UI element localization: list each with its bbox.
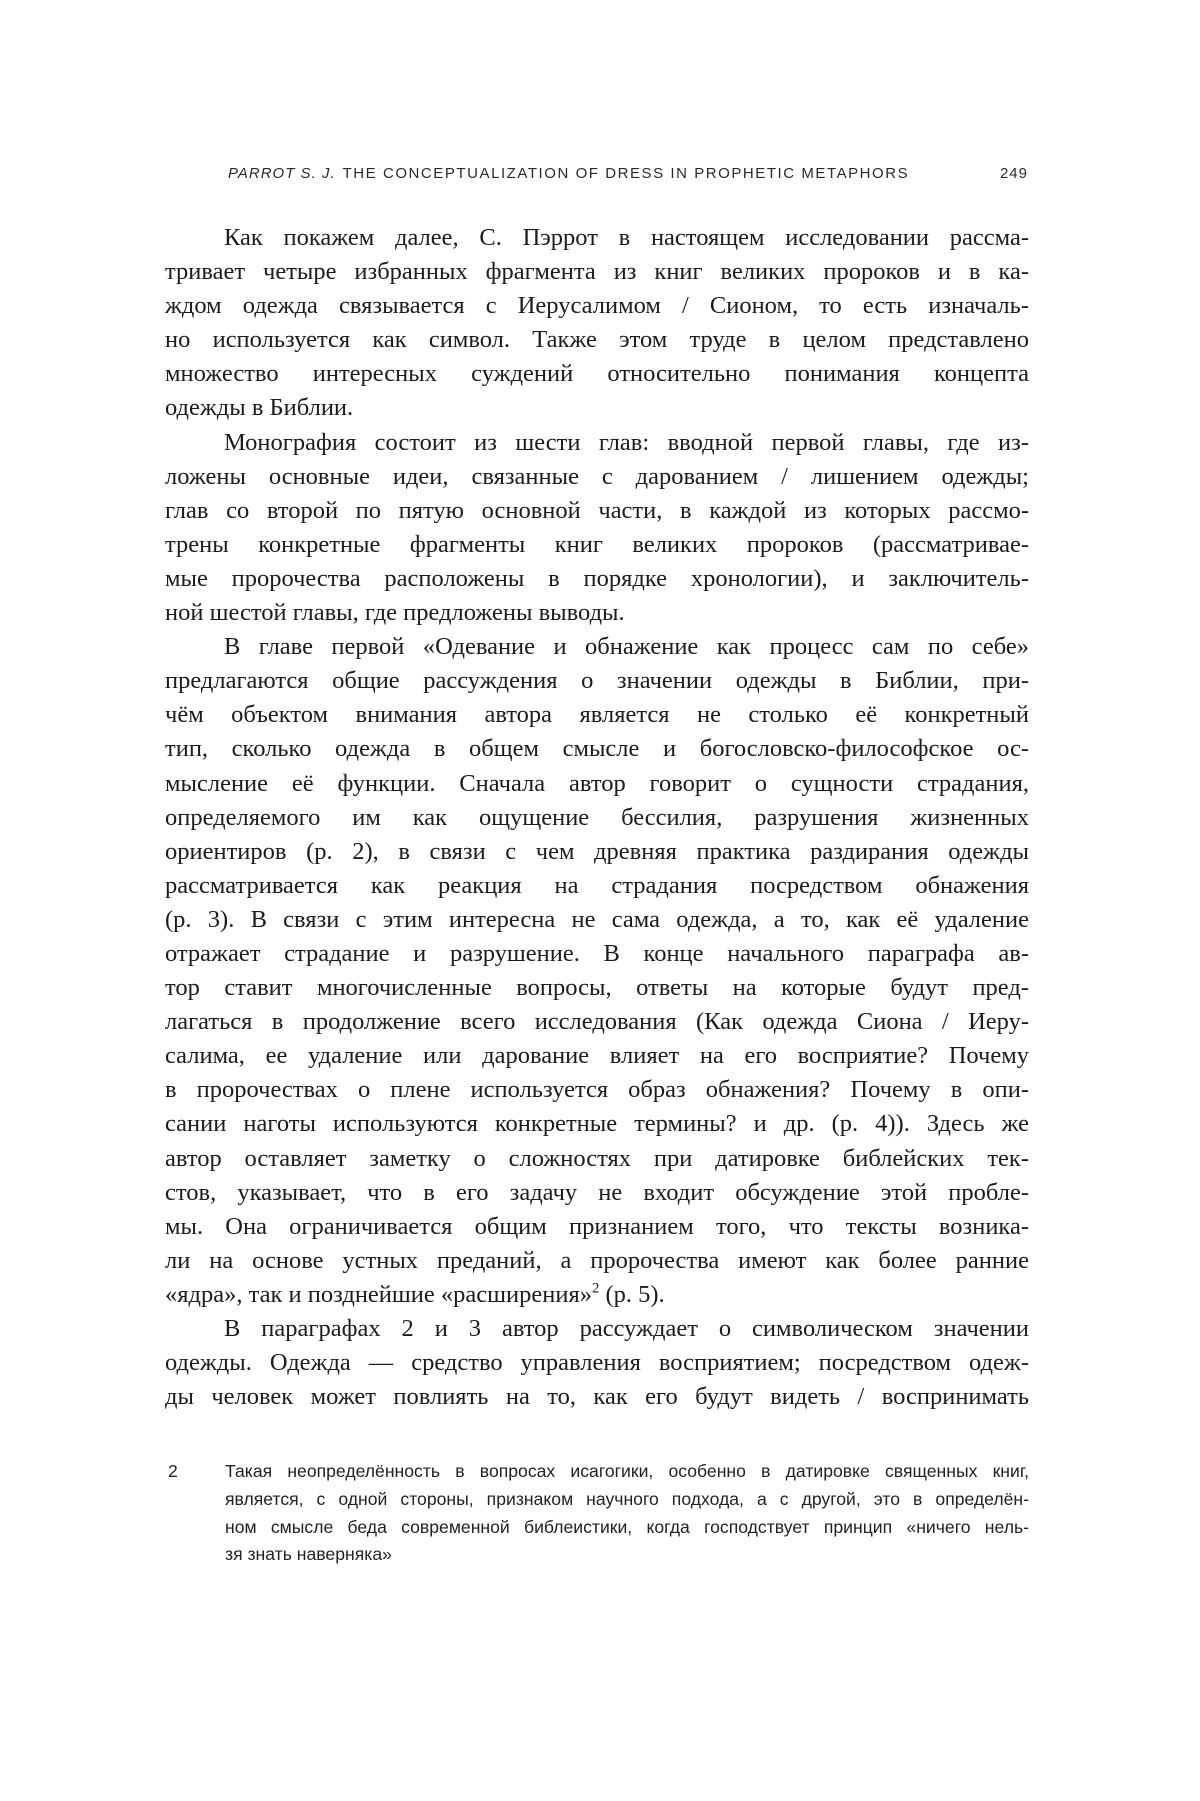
text-line: В главе первой «Одевание и обнажение как процесс сам по себе» [224, 633, 1029, 661]
body-text [165, 221, 1029, 1414]
text-segment: «ядра», так и позднейшие «расширения» [165, 1280, 592, 1308]
text-line: мысление её функции. Сначала автор говорит о сущности страдания, [165, 769, 1029, 797]
text-segment: (р. 5). [599, 1280, 665, 1308]
text-line: тривает четыре избранных фрагмента из книг великих пророков и в ка- [165, 258, 1029, 286]
text-line: одежды. Одежда — средство управления восприятием; посредством одеж- [165, 1349, 1029, 1377]
text-line: одежды в Библии. [165, 394, 354, 422]
footnote-text [225, 1458, 1029, 1569]
page-number: 249 [999, 165, 1028, 182]
footnote-number: 2 [168, 1461, 178, 1481]
text-line: В параграфах 2 и 3 автор рассуждает о символическом значении [224, 1315, 1029, 1342]
text-line: трены конкретные фрагменты книг великих пророков (рассматривае- [165, 530, 1029, 558]
footnote-line: зя знать наверняка» [225, 1544, 392, 1565]
text-line: в пророчествах о плене используется образ обнажения? Почему в опи- [165, 1076, 1029, 1104]
text-line: Монография состоит из шести глав: вводной первой главы, где из- [224, 428, 1029, 456]
text-line: ориентиров (р. 2), в связи с чем древняя практика раздирания одежды [165, 837, 1029, 865]
running-header [228, 163, 1028, 185]
footnote-line: Такая неопределённость в вопросах исагогики, особенно в датировке священных книг, [225, 1461, 1029, 1481]
footnote-line: является, с одной стороны, признаком научного подхода, а с другой, это в определён- [225, 1488, 1029, 1509]
text-line: чём объектом внимания автора является не столько её конкретный [165, 701, 1029, 729]
text-line: ной шестой главы, где предложены выводы. [165, 599, 625, 627]
text-line: автор оставляет заметку о сложностях при датировке библейских тек- [165, 1144, 1029, 1172]
text-line: ждом одежда связывается с Иерусалимом / Сионом, то есть изначаль- [165, 292, 1029, 320]
text-line: мые пророчества расположены в порядке хронологии), и заключитель- [165, 564, 1029, 592]
text-line [165, 1278, 1029, 1312]
text-line: отражает страдание и разрушение. В конце начального параграфа ав- [165, 939, 1029, 967]
text-line: (р. 3). В связи с этим интересна не сама одежда, а то, как её удаление [165, 905, 1029, 933]
text-line: но используется как символ. Также этом труде в целом представлено [165, 326, 1029, 354]
text-line: ли на основе устных преданий, а пророчества имеют как более ранние [165, 1246, 1029, 1274]
footnote-line: ном смысле беда современной библеистики, когда господствует принцип «ничего нель- [225, 1516, 1029, 1537]
text-line: сании наготы используются конкретные термины? и др. (р. 4)). Здесь же [165, 1110, 1029, 1138]
paragraph [165, 426, 1029, 631]
footnote-reference: 2 [591, 1280, 600, 1297]
text-line: лагаться в продолжение всего исследования (Как одежда Сиона / Иеру- [165, 1008, 1029, 1036]
text-line: тор ставит многочисленные вопросы, ответы на которые будут пред- [165, 974, 1029, 1002]
running-header-title: THE CONCEPTUALIZATION OF DRESS IN PROPHETIC METAPHORS [342, 165, 910, 182]
text-line: Как покажем далее, С. Пэррот в настоящем исследовании рассма- [224, 224, 1029, 251]
text-line: предлагаются общие рассуждения о значении одежды в Библии, при- [165, 667, 1029, 695]
text-line: ды человек может повлиять на то, как его будут видеть / воспринимать [165, 1383, 1029, 1411]
running-header-author: PARROT S. J. [228, 165, 336, 182]
text-line: тип, сколько одежда в общем смысле и богословско-философское ос- [165, 735, 1029, 763]
text-line: стов, указывает, что в его задачу не входит обсуждение этой пробле- [165, 1178, 1029, 1206]
paragraph [165, 1312, 1029, 1414]
text-line: салима, ее удаление или дарование влияет на его восприятие? Почему [165, 1042, 1029, 1070]
text-line: рассматривается как реакция на страдания посредством обнажения [165, 871, 1029, 899]
text-line: множество интересных суждений относительно понимания концепта [165, 360, 1029, 388]
paragraph [165, 630, 1029, 1312]
text-line: мы. Она ограничивается общим признанием того, что тексты возника- [165, 1212, 1029, 1240]
text-line: глав со второй по пятую основной части, в каждой из которых рассмо- [165, 496, 1029, 524]
text-line: ложены основные идеи, связанные с дарованием / лишением одежды; [165, 462, 1029, 490]
paragraph [165, 221, 1029, 426]
text-line: определяемого им как ощущение бессилия, разрушения жизненных [165, 803, 1029, 831]
